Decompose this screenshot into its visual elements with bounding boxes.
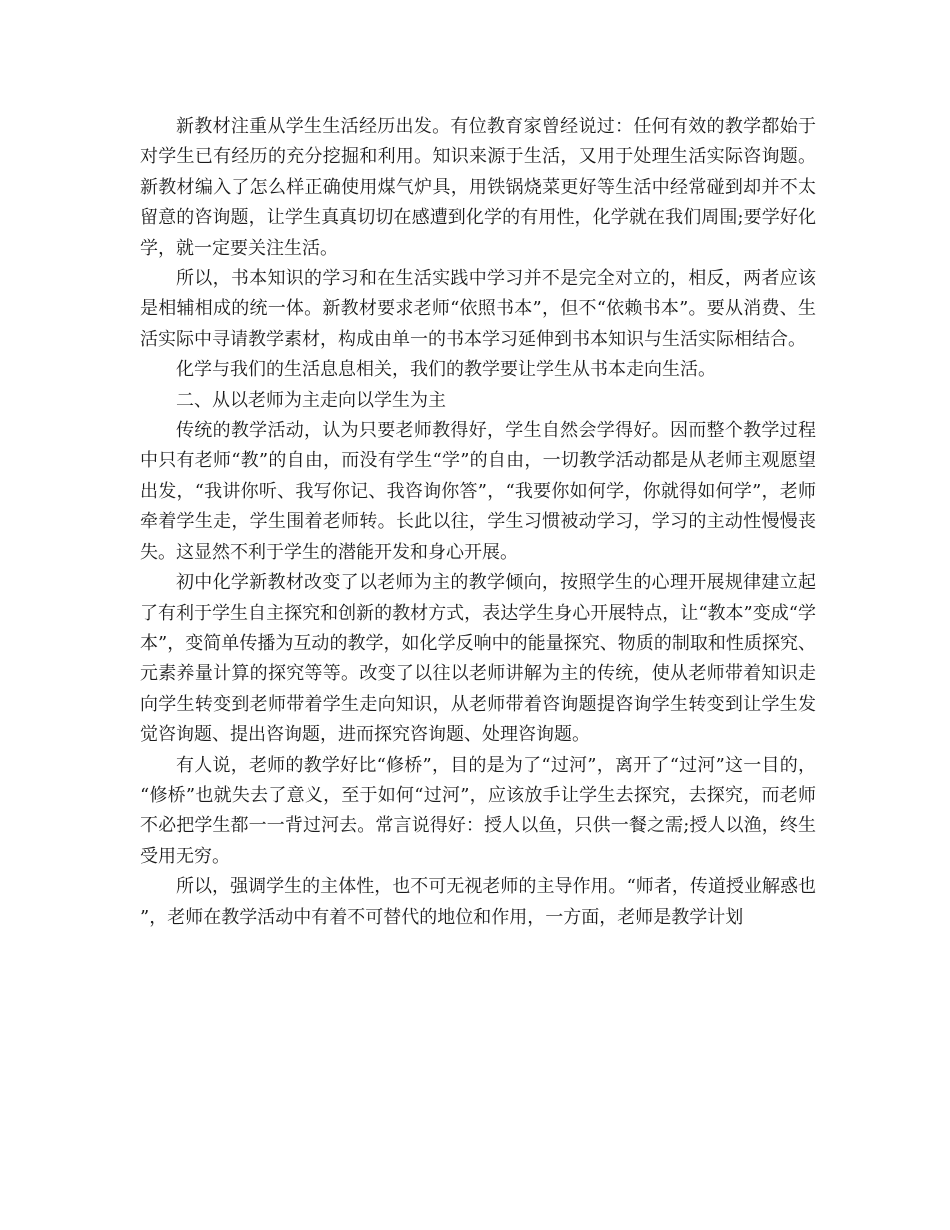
paragraph: 化学与我们的生活息息相关，我们的教学要让学生从书本走向生活。 — [176, 359, 716, 381]
paragraph: 初中化学新教材改变了以老师为主的教学倾向，按照学生的心理开展规律建立起了有利于学生自主探究和创新的教材方式，表达学生身心开展特点，让“教本”变成“学本”，变简单传播为互动的教学，如化学反响中的能量探究、物质的制取和性质探究、元素养量计算的探究等等。改变了以往以老师讲解为主的传统，使从老师带着知识走向学生转变到老师带着学生走向知识，从老师带着咨询题提咨询学生转变到让学生发觉咨询题、提出咨询题，进而探究咨询题、处理咨询题。 — [140, 572, 816, 746]
document-body — [140, 112, 816, 933]
section-heading: 二、从以老师为主走向以学生为主 — [176, 389, 446, 411]
paragraph: 所以，书本知识的学习和在生活实践中学习并不是完全对立的，相反，两者应该是相辅相成的统一体。新教材要求老师“依照书本”，但不“依赖书本”。要从消费、生活实际中寻请教学素材，构成由单一的书本学习延伸到书本知识与生活实际相结合。 — [140, 268, 816, 350]
paragraph: 有人说，老师的教学好比“修桥”，目的是为了“过河”，离开了“过河”这一目的，“修桥”也就失去了意义，至于如何“过河”，应该放手让学生去探究，去探究，而老师不必把学生都一一背过河去。常言说得好：授人以鱼，只供一餐之需;授人以渔，终生受用无穷。 — [140, 754, 816, 867]
paragraph: 传统的教学活动，认为只要老师教得好，学生自然会学得好。因而整个教学过程中只有老师“教”的自由，而没有学生“学”的自由，一切教学活动都是从老师主观愿望出发，“我讲你听、我写你记、我咨询你答”，“我要你如何学，你就得如何学”，老师牵着学生走，学生围着老师转。长此以往，学生习惯被动学习，学习的主动性慢慢丧失。这显然不利于学生的潜能开发和身心开展。 — [140, 420, 816, 563]
paragraph: 所以，强调学生的主体性，也不可无视老师的主导作用。“师者，传道授业解惑也”，老师在教学活动中有着不可替代的地位和作用，一方面，老师是教学计划 — [140, 876, 816, 928]
paragraph: 新教材注重从学生生活经历出发。有位教育家曾经说过：任何有效的教学都始于对学生已有经历的充分挖掘和利用。知识来源于生活，又用于处理生活实际咨询题。新教材编入了怎么样正确使用煤气炉具，用铁锅烧菜更好等生活中经常碰到却并不太留意的咨询题，让学生真真切切在感遭到化学的有用性，化学就在我们周围;要学好化学，就一定要关注生活。 — [140, 116, 816, 259]
